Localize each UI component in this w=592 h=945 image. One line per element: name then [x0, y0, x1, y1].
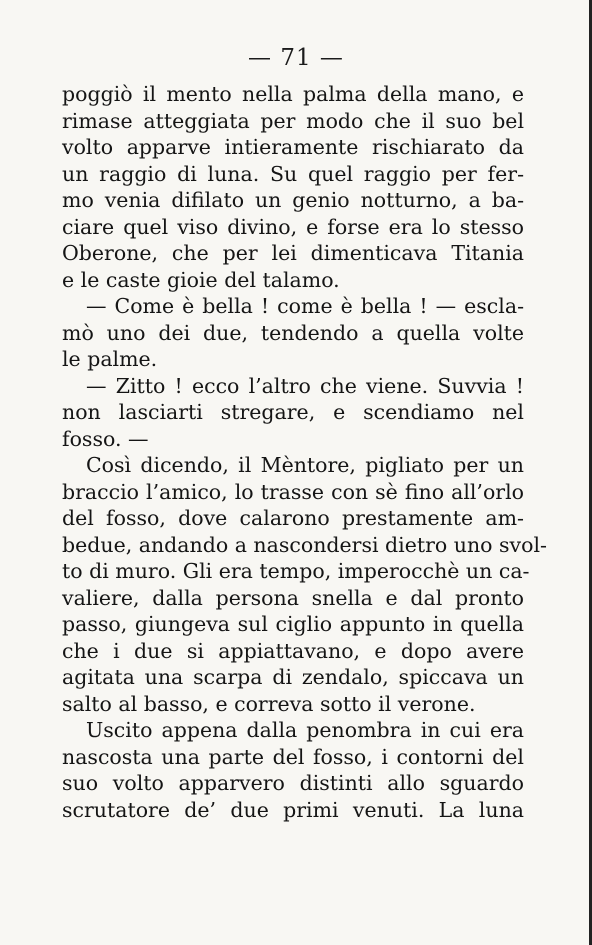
- text-line: nascosta una parte del fosso, i contorni del: [62, 744, 524, 769]
- text-line: Così dicendo, il Mèntore, pigliato per un: [86, 453, 524, 477]
- text-line: le palme.: [62, 347, 158, 371]
- text-line: mò uno dei due, tendendo a quella volte: [62, 320, 524, 345]
- text-line: e le caste gioie del talamo.: [62, 267, 340, 292]
- text-line: volto apparve intieramente rischiarato da: [62, 135, 524, 159]
- text-line: ciare quel viso divino, e forse era lo stesso: [62, 214, 524, 239]
- text-line: rimase atteggiata per modo che il suo bel: [62, 108, 524, 133]
- text-line: valiere, dalla persona snella e dal pronto: [62, 585, 524, 610]
- page-number: — 71 —: [248, 45, 344, 71]
- text-line: to di muro. Gli era tempo, imperocchè un ca-: [62, 559, 530, 583]
- text-line: braccio l’amico, lo trasse con sè fino all’orlo: [62, 479, 524, 504]
- text-line: — Zitto ! ecco l’altro che viene. Suvvia !: [86, 373, 524, 398]
- text-line: non lasciarti stregare, e scendiamo nel: [62, 400, 524, 424]
- text-line: mo venia difilato un genio notturno, a ba-: [62, 188, 524, 212]
- text-line: del fosso, dove calarono prestamente am-: [62, 506, 524, 530]
- text-line: Oberone, che per lei dimenticava Titania: [62, 241, 524, 265]
- text-line: passo, giungeva sul ciglio appunto in quella: [62, 612, 524, 636]
- text-line: poggiò il mento nella palma della mano, e: [62, 82, 524, 106]
- text-line: bedue, andando a nascondersi dietro uno svol-: [62, 532, 547, 557]
- text-line: — Come è bella ! come è bella ! — escla-: [86, 294, 524, 318]
- text-line: agitata una scarpa di zendalo, spiccava un: [62, 665, 524, 689]
- text-line: Uscito appena dalla penombra in cui era: [86, 718, 524, 742]
- text-line: scrutatore de’ due primi venuti. La luna: [62, 797, 524, 822]
- text-line: fosso. —: [62, 426, 149, 451]
- body-text: [62, 81, 547, 823]
- text-line: un raggio di luna. Su quel raggio per fer-: [62, 161, 524, 186]
- text-line: che i due si appiattavano, e dopo avere: [62, 638, 524, 663]
- text-line: salto al basso, e correva sotto il verone.: [62, 691, 476, 716]
- text-line: suo volto apparvero distinti allo sguardo: [62, 771, 524, 795]
